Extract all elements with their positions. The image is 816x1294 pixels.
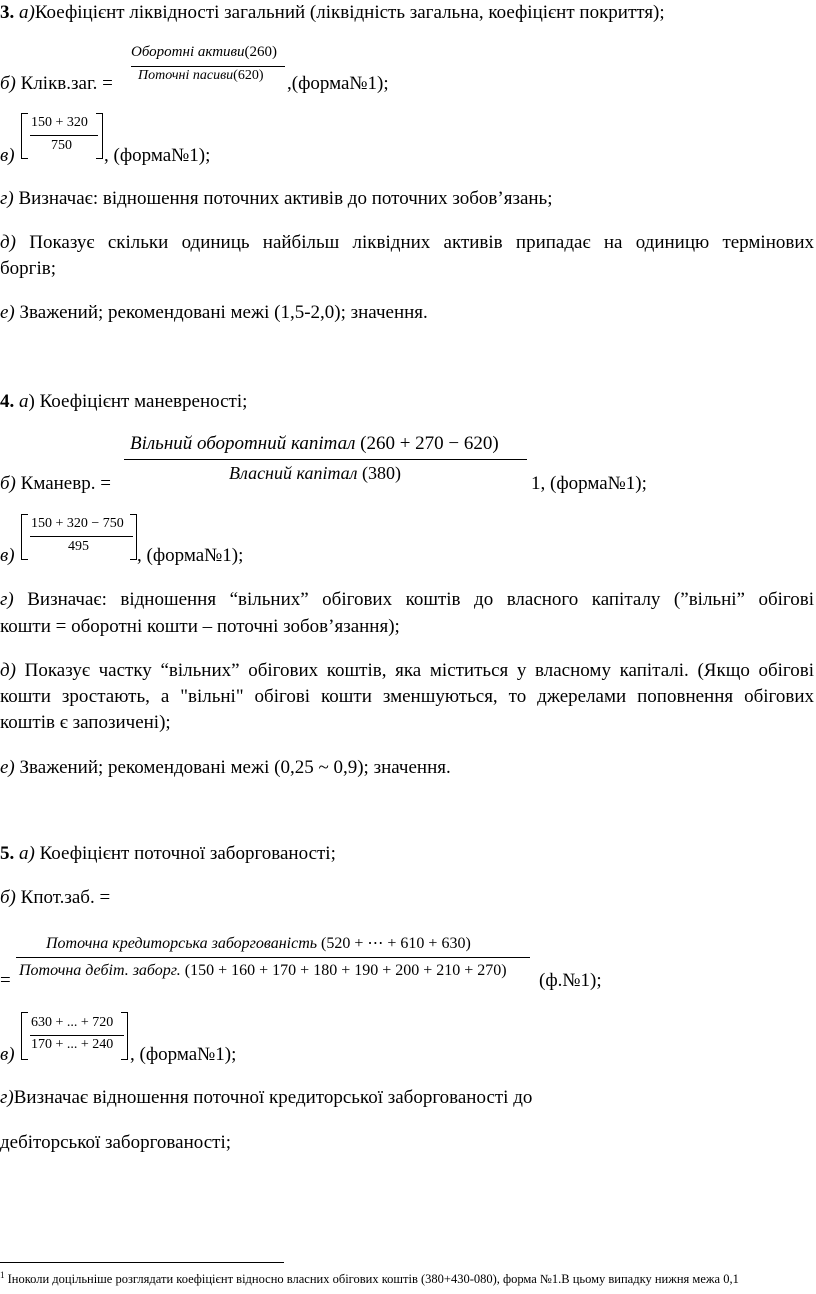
s4-b-text: Кманевр. = xyxy=(20,473,111,494)
s4-d-line1 xyxy=(0,660,814,682)
s5-v-denominator: 170 + ... + 240 xyxy=(31,1037,114,1052)
s4-g-text1: Визначає: відношення “вільних” обігових коштів до власного капіталу (”вільні” обігові xyxy=(27,589,814,610)
s5-b-line xyxy=(0,887,110,909)
s5-b-suffix: (ф.№1); xyxy=(539,970,602,991)
s4-b-num-value: (260 + 270 − 620) xyxy=(360,433,499,454)
s3-b-num-label: Оборотні активи xyxy=(131,44,245,60)
s5-b-fraction-bar xyxy=(16,957,530,958)
s4-v-label-text: в) xyxy=(0,545,15,566)
s4-b-denominator xyxy=(229,463,401,484)
s3-d-text1: Показує скільки одиниць найбільш ліквідних активів припадає на одиницю термінових xyxy=(29,232,815,253)
s4-v-fraction-bar xyxy=(30,536,133,537)
s4-d-label: д) xyxy=(0,660,16,681)
s3-b-numerator xyxy=(131,44,277,61)
s5-v-numerator: 630 + ... + 720 xyxy=(31,1015,114,1030)
s3-a-text: Коефіцієнт ліквідності загальний (ліквідність загальна, коефіцієнт покриття); xyxy=(34,2,665,23)
s5-g-text1: Визначає відношення поточної кредиторської заборгованості до xyxy=(13,1087,533,1108)
s4-number: 4. xyxy=(0,391,15,412)
s5-v-label-text: в) xyxy=(0,1044,15,1065)
s3-g-label: г) xyxy=(0,188,14,209)
s3-v-numerator: 150 + 320 xyxy=(31,115,88,130)
s5-b-num-label: Поточна кредиторська заборгованість xyxy=(46,935,318,952)
s4-a-label: а xyxy=(19,391,29,412)
s5-g-line1 xyxy=(0,1087,532,1109)
s5-b-label: б) xyxy=(0,887,16,908)
s4-v-bracket-right xyxy=(130,514,137,560)
s4-e-line xyxy=(0,757,451,779)
s4-v-suffix: , (форма№1); xyxy=(137,545,244,566)
s3-title xyxy=(0,2,665,24)
s3-b-suffix: ,(форма№1); xyxy=(287,73,389,94)
s3-v-denominator: 750 xyxy=(51,138,72,153)
s3-e-text: Зважений; рекомендовані межі (1,5-2,0); значення. xyxy=(19,302,428,323)
s4-title xyxy=(0,391,247,413)
s3-v-label-text: в) xyxy=(0,145,15,166)
s4-d-line2: кошти зростають, а "вільні" обігові кошти зменшуються, то джерелами поповнення обігових xyxy=(0,686,814,707)
s3-number: 3. xyxy=(0,2,15,23)
s3-b-denominator xyxy=(138,68,264,84)
s3-b-den-label: Поточні пасиви xyxy=(138,68,234,83)
s4-g-line1 xyxy=(0,589,814,611)
s5-b-den-label: Поточна дебіт. заборг. xyxy=(19,962,181,979)
s4-e-text: Зважений; рекомендовані межі (0,25 ~ 0,9); значення. xyxy=(19,757,451,778)
footnote-text: Іноколи доцільніше розглядати коефіцієнт відносно власних обігових коштів (380+430-080), форма №1.В цьому випадку нижня межа 0,1 xyxy=(7,1272,739,1287)
s4-g-label: г) xyxy=(0,589,14,610)
s5-g-line2: дебіторської заборгованості; xyxy=(0,1132,232,1153)
s4-v-bracket-left xyxy=(21,514,28,560)
s3-v-fraction-bar xyxy=(30,135,98,136)
s4-d-text1: Показує частку “вільних” обігових коштів, яка міститься у власному капіталі. (Якщо обігові xyxy=(24,660,814,681)
s5-v-bracket-left xyxy=(21,1012,28,1060)
footnote-separator xyxy=(0,1262,284,1263)
s4-b-num-label: Вільний оборотний капітал xyxy=(130,433,356,454)
s4-g-line2: кошти = оборотні кошти – поточні зобов’язання); xyxy=(0,616,400,637)
s5-b-num-value: (520 + ⋯ + 610 + 630) xyxy=(321,935,471,952)
s5-eq-sign: = xyxy=(0,970,11,991)
footnote xyxy=(0,1270,739,1287)
s5-g-label: г) xyxy=(0,1087,14,1108)
s3-b-num-value: (260) xyxy=(244,44,278,60)
s5-v-fraction-bar xyxy=(30,1035,124,1036)
s3-v-label xyxy=(0,145,15,167)
s3-g-text: Визначає: відношення поточних активів до поточних зобов’язань; xyxy=(18,188,553,209)
s3-a-label: а) xyxy=(19,2,35,23)
s4-b-label: б) xyxy=(0,473,16,494)
s5-v-label xyxy=(0,1044,15,1066)
s4-b-line xyxy=(0,473,111,495)
s5-b-text: Кпот.заб. = xyxy=(20,887,111,908)
s4-v-denominator: 495 xyxy=(68,539,89,554)
s5-b-denominator xyxy=(19,962,507,980)
s3-d-line1 xyxy=(0,232,814,254)
s4-b-fraction-bar xyxy=(124,459,527,460)
s4-d-line3: коштів є запозичені); xyxy=(0,712,171,733)
s4-a-text: ) Коефіцієнт маневреності; xyxy=(28,391,248,412)
s3-e-label: е) xyxy=(0,302,15,323)
s4-b-den-label: Власний капітал xyxy=(229,463,358,483)
s3-b-label: б) xyxy=(0,73,16,94)
s5-title xyxy=(0,843,336,865)
s5-number: 5. xyxy=(0,843,15,864)
s4-v-label xyxy=(0,545,15,567)
s3-b-line xyxy=(0,73,113,95)
s5-a-text: Коефіцієнт поточної заборгованості; xyxy=(39,843,336,864)
s5-b-numerator xyxy=(46,933,471,953)
s3-d-line2: боргів; xyxy=(0,258,56,279)
s3-g-line xyxy=(0,188,553,210)
s5-v-suffix: , (форма№1); xyxy=(130,1044,237,1065)
s4-b-den-value: (380) xyxy=(362,463,402,483)
s5-v-bracket-right xyxy=(121,1012,128,1060)
s3-e-line xyxy=(0,302,428,324)
s3-b-den-value: (620) xyxy=(233,68,264,83)
s5-a-label: а) xyxy=(19,843,35,864)
footnote-mark: 1 xyxy=(0,1270,5,1280)
s4-v-numerator: 150 + 320 − 750 xyxy=(31,516,124,531)
s4-b-suffix: 1, (форма№1); xyxy=(531,473,647,494)
s3-v-suffix: , (форма№1); xyxy=(104,145,211,166)
s3-b-fraction-bar xyxy=(131,66,285,67)
s3-v-bracket-left xyxy=(21,113,28,159)
s3-d-label: д) xyxy=(0,232,16,253)
s5-b-den-value: (150 + 160 + 170 + 180 + 190 + 200 + 210 + 270) xyxy=(184,962,507,979)
s4-e-label: е) xyxy=(0,757,15,778)
s4-b-numerator xyxy=(130,433,499,455)
s3-v-bracket-right xyxy=(96,113,103,159)
s3-b-text: Клікв.заг. = xyxy=(20,73,113,94)
